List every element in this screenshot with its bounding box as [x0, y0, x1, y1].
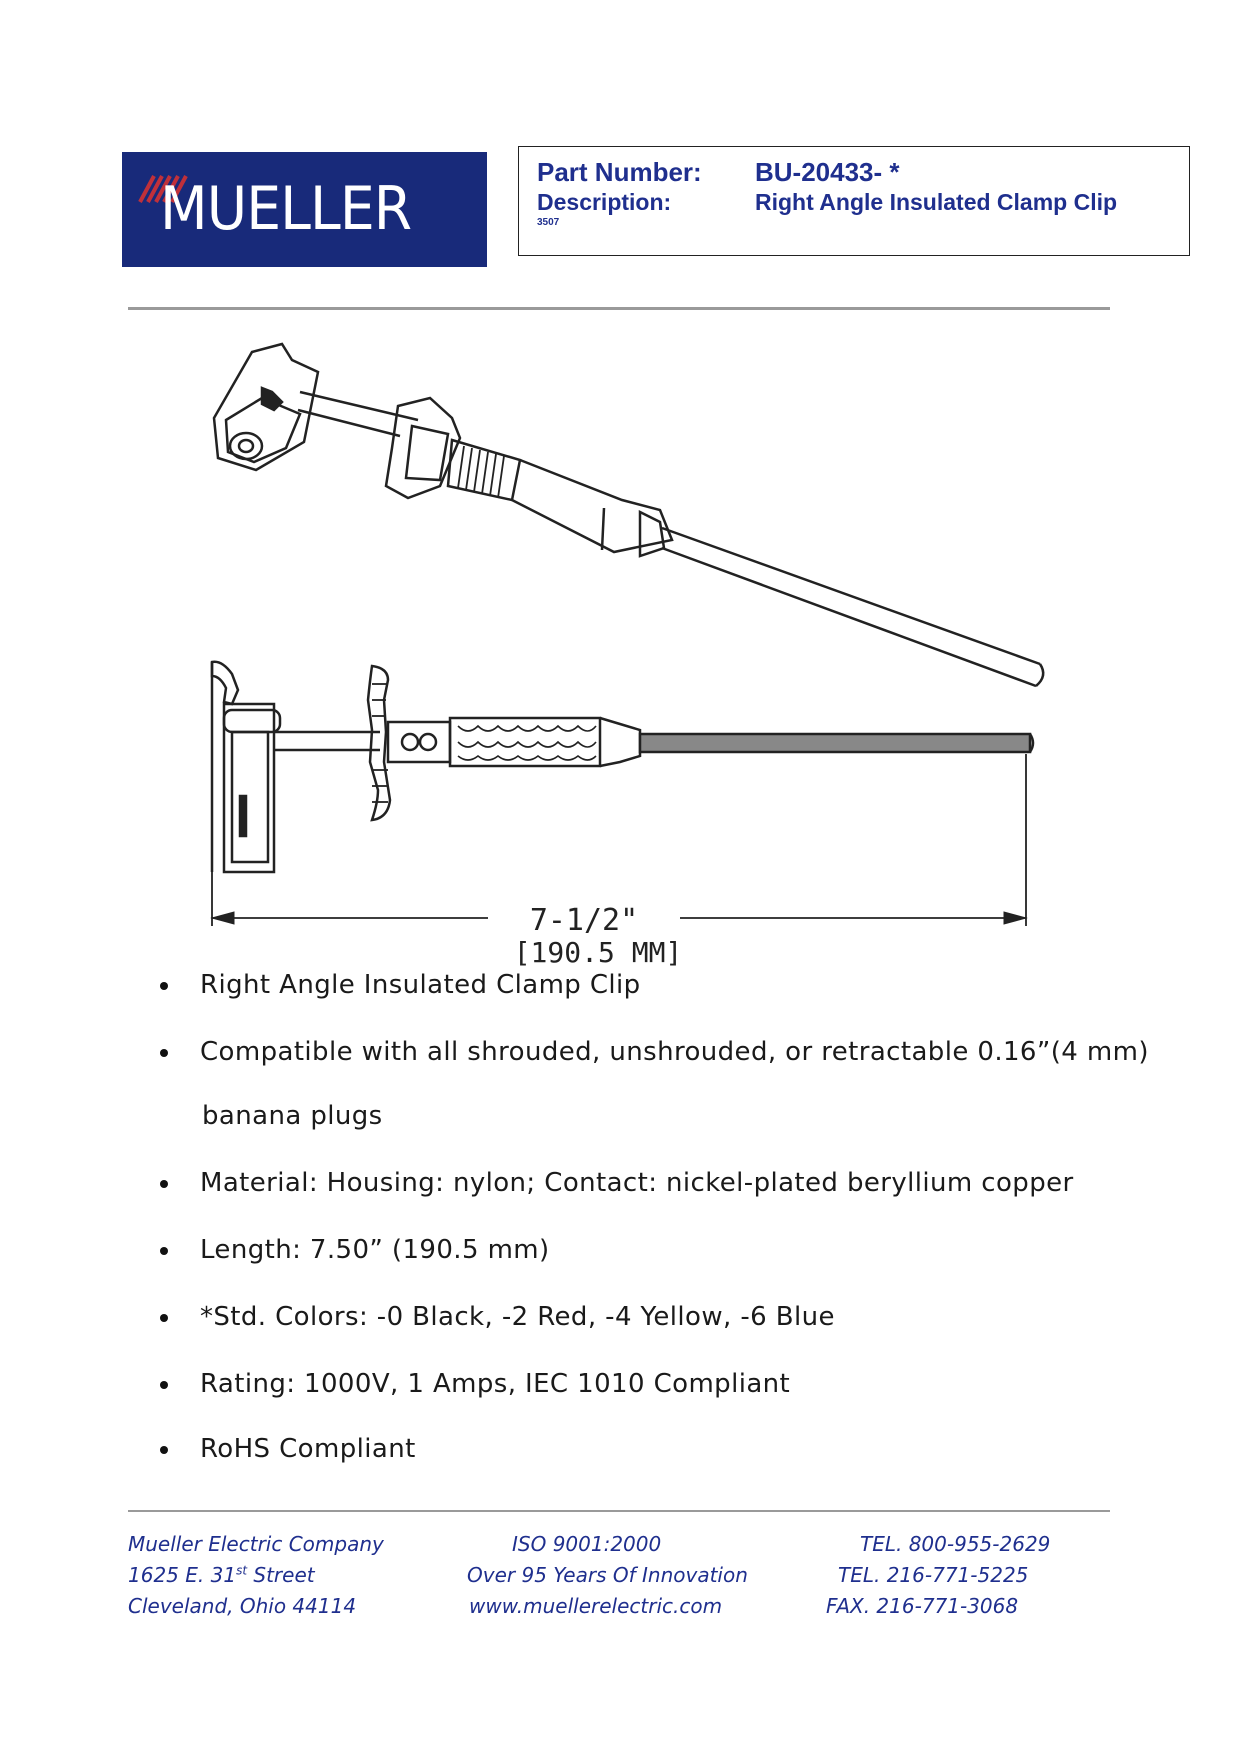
footer-fax: FAX. 216-771-3068 [826, 1594, 1019, 1618]
bullet-icon [160, 1314, 168, 1322]
bottom-divider [128, 1510, 1110, 1512]
angled-view [214, 344, 1043, 686]
bullet-icon [160, 1049, 168, 1057]
sub-code: 3507 [537, 217, 560, 228]
footer-city: Cleveland, Ohio 44114 [128, 1594, 357, 1618]
footer-tel1: TEL. 800-955-2629 [860, 1532, 1051, 1556]
footer-innovation: Over 95 Years Of Innovation [467, 1563, 748, 1587]
part-number-label: Part Number: [537, 157, 702, 187]
footer-company: Mueller Electric Company [128, 1532, 384, 1556]
footer-website-link[interactable]: www.muellerelectric.com [469, 1594, 723, 1618]
footer-iso: ISO 9001:2000 [512, 1532, 662, 1556]
bullet-icon [160, 982, 168, 990]
footer-tel2: TEL. 216-771-5225 [838, 1563, 1029, 1587]
bullet-icon [160, 1381, 168, 1389]
dimension-metric: [190.5 MM] [513, 936, 683, 969]
description-label: Description: [537, 189, 672, 215]
side-view [212, 662, 1033, 926]
logo-text: MUELLER [160, 174, 412, 244]
footer-street: 1625 E. 31st Street [128, 1563, 315, 1587]
bullet-icon [160, 1446, 168, 1454]
bullet-icon [160, 1247, 168, 1255]
part-number-value: BU-20433- * [755, 157, 900, 187]
dimension-imperial: 7-1/2" [529, 903, 639, 938]
description-value: Right Angle Insulated Clamp Clip [755, 189, 1118, 215]
bullet-icon [160, 1180, 168, 1188]
